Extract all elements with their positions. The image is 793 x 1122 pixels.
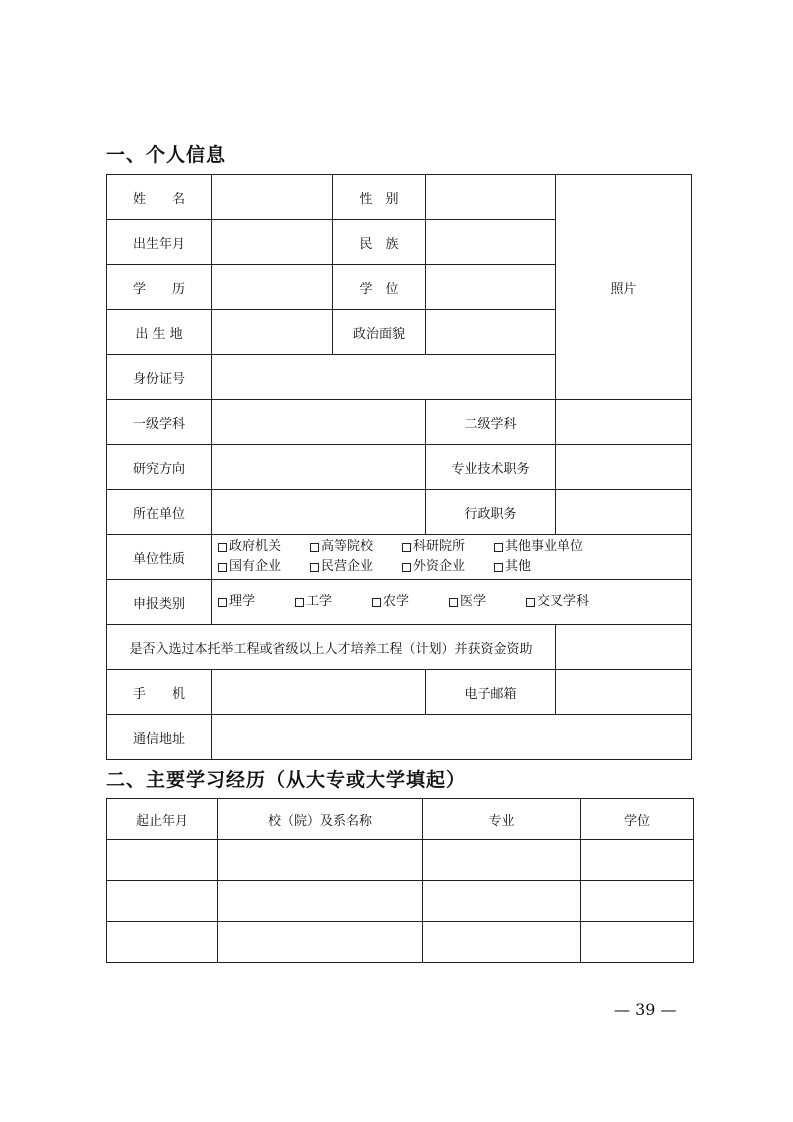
category-row <box>218 592 691 612</box>
field-degree[interactable] <box>426 265 556 310</box>
table-row <box>107 922 694 963</box>
study-history-table <box>106 798 694 963</box>
label-gender: 性 别 <box>333 175 426 220</box>
label-funding-question: 是否入选过本托举工程或省级以上人才培养工程（计划）并获资金资助 <box>107 625 556 670</box>
unit-type-row1 <box>218 537 691 557</box>
checkbox-icon[interactable] <box>310 563 319 572</box>
field-address[interactable] <box>212 715 692 760</box>
section-title-study-history: 二、主要学习经历（从大专或大学填起） <box>106 769 467 791</box>
cell-period[interactable] <box>107 922 218 963</box>
section-title-personal-info: 一、个人信息 <box>106 144 227 166</box>
field-admin-post[interactable] <box>556 490 692 535</box>
checkbox-icon[interactable] <box>402 563 411 572</box>
header-period: 起止年月 <box>107 799 218 840</box>
label-birth: 出生年月 <box>107 220 212 265</box>
cell-school[interactable] <box>218 922 423 963</box>
label-political: 政治面貌 <box>333 310 426 355</box>
label-name: 姓 名 <box>107 175 212 220</box>
label-discipline2: 二级学科 <box>426 400 556 445</box>
personal-info-table <box>106 174 692 760</box>
table-row <box>107 840 694 881</box>
field-birthplace[interactable] <box>212 310 333 355</box>
header-degree: 学位 <box>581 799 694 840</box>
cell-major[interactable] <box>423 881 581 922</box>
checkbox-option[interactable]: 国有企业 <box>218 557 310 577</box>
checkbox-icon[interactable] <box>494 563 503 572</box>
label-title: 专业技术职务 <box>426 445 556 490</box>
label-unit-type: 单位性质 <box>107 535 212 580</box>
checkbox-option[interactable]: 高等院校 <box>310 537 402 557</box>
field-mobile[interactable] <box>212 670 426 715</box>
label-degree: 学 位 <box>333 265 426 310</box>
cell-school[interactable] <box>218 840 423 881</box>
checkbox-icon[interactable] <box>494 543 503 552</box>
cell-major[interactable] <box>423 922 581 963</box>
field-name[interactable] <box>212 175 333 220</box>
checkbox-icon[interactable] <box>402 543 411 552</box>
checkbox-icon[interactable] <box>526 598 535 607</box>
checkbox-option[interactable]: 工学 <box>295 592 372 612</box>
label-unit: 所在单位 <box>107 490 212 535</box>
checkbox-icon[interactable] <box>218 563 227 572</box>
label-education: 学 历 <box>107 265 212 310</box>
photo-cell[interactable]: 照片 <box>556 175 692 400</box>
checkbox-icon[interactable] <box>449 598 458 607</box>
field-birth[interactable] <box>212 220 333 265</box>
checkbox-option[interactable]: 农学 <box>372 592 449 612</box>
cell-period[interactable] <box>107 881 218 922</box>
checkbox-option[interactable]: 理学 <box>218 592 295 612</box>
checkbox-icon[interactable] <box>372 598 381 607</box>
table-row <box>107 881 694 922</box>
field-education[interactable] <box>212 265 333 310</box>
checkbox-option[interactable]: 外资企业 <box>402 557 494 577</box>
cell-degree[interactable] <box>581 840 694 881</box>
header-major: 专业 <box>423 799 581 840</box>
cell-school[interactable] <box>218 881 423 922</box>
label-discipline1: 一级学科 <box>107 400 212 445</box>
cell-degree[interactable] <box>581 922 694 963</box>
unit-type-row2 <box>218 557 691 577</box>
label-admin-post: 行政职务 <box>426 490 556 535</box>
field-political[interactable] <box>426 310 556 355</box>
checkbox-icon[interactable] <box>218 543 227 552</box>
field-unit[interactable] <box>212 490 426 535</box>
label-research: 研究方向 <box>107 445 212 490</box>
checkbox-icon[interactable] <box>295 598 304 607</box>
category-options <box>212 580 692 625</box>
field-funding-answer[interactable] <box>556 625 692 670</box>
checkbox-option[interactable]: 其他事业单位 <box>494 537 583 557</box>
cell-major[interactable] <box>423 840 581 881</box>
field-title[interactable] <box>556 445 692 490</box>
field-discipline1[interactable] <box>212 400 426 445</box>
checkbox-icon[interactable] <box>218 598 227 607</box>
checkbox-option[interactable]: 交叉学科 <box>526 592 589 612</box>
checkbox-icon[interactable] <box>310 543 319 552</box>
label-ethnicity: 民 族 <box>333 220 426 265</box>
label-birthplace: 出 生 地 <box>107 310 212 355</box>
checkbox-option[interactable]: 科研院所 <box>402 537 494 557</box>
field-research[interactable] <box>212 445 426 490</box>
checkbox-option[interactable]: 政府机关 <box>218 537 310 557</box>
field-gender[interactable] <box>426 175 556 220</box>
field-ethnicity[interactable] <box>426 220 556 265</box>
cell-period[interactable] <box>107 840 218 881</box>
unit-type-options <box>212 535 692 580</box>
label-address: 通信地址 <box>107 715 212 760</box>
checkbox-option[interactable]: 医学 <box>449 592 526 612</box>
checkbox-option[interactable]: 其他 <box>494 557 531 577</box>
field-id-number[interactable] <box>212 355 556 400</box>
field-email[interactable] <box>556 670 692 715</box>
label-id-number: 身份证号 <box>107 355 212 400</box>
page-number: — 39 — <box>614 1000 677 1019</box>
label-category: 申报类别 <box>107 580 212 625</box>
label-mobile: 手 机 <box>107 670 212 715</box>
checkbox-option[interactable]: 民营企业 <box>310 557 402 577</box>
cell-degree[interactable] <box>581 881 694 922</box>
label-email: 电子邮箱 <box>426 670 556 715</box>
field-discipline2[interactable] <box>556 400 692 445</box>
header-school: 校（院）及系名称 <box>218 799 423 840</box>
